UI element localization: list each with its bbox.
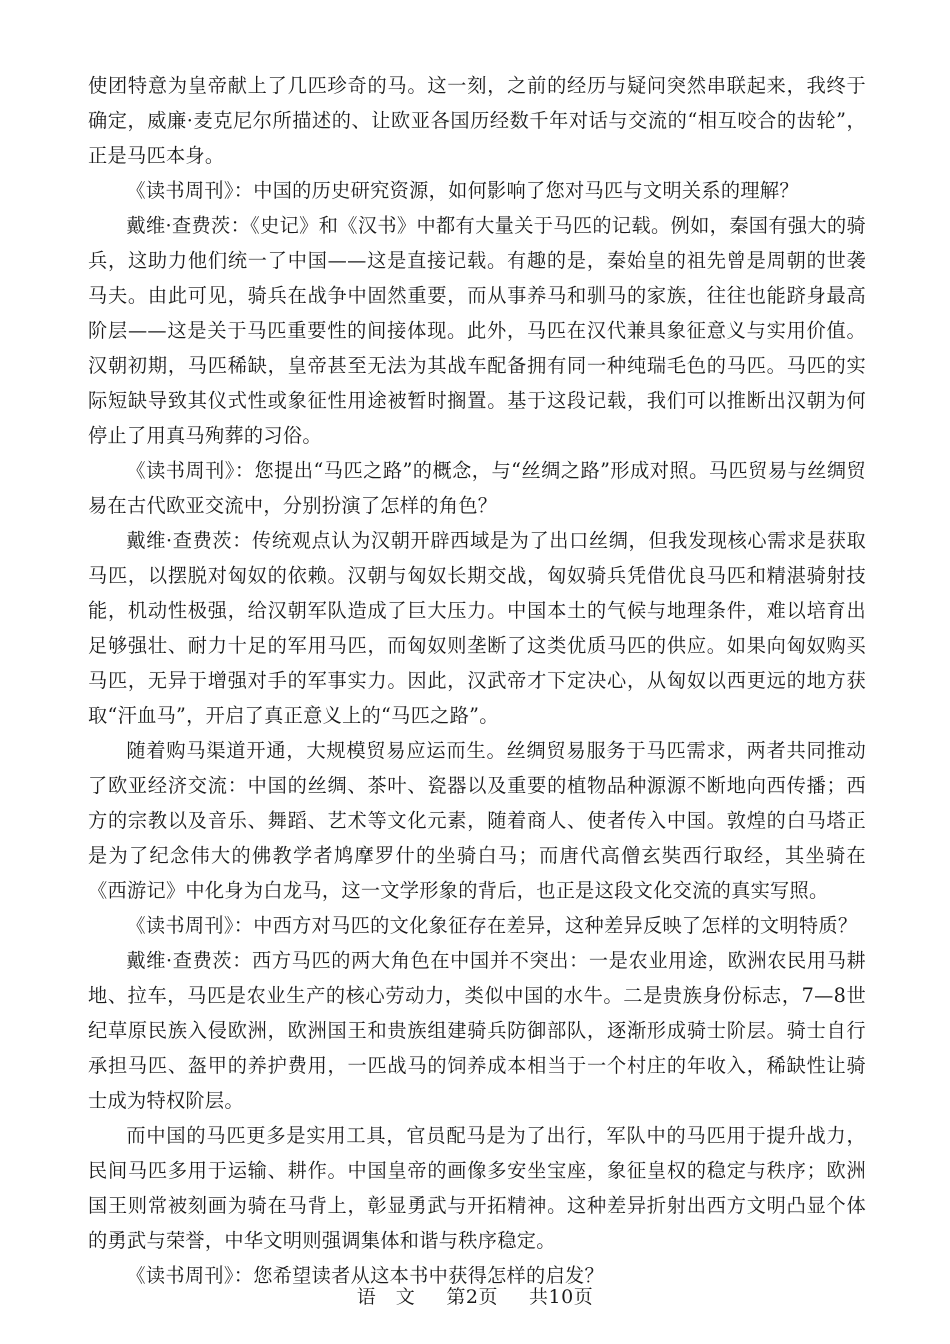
interview-question: 《读书周刊》：中西方对马匹的文化象征存在差异，这种差异反映了怎样的文明特质？ bbox=[126, 914, 858, 937]
interview-question: 《读书周刊》：您提出“马匹之路”的概念，与“丝绸之路”形成对照。马匹贸易与丝绸贸易在古代欧亚交流中，分别扮演了怎样的角色？ bbox=[88, 459, 866, 517]
interview-answer: 戴维·查费茨：西方马匹的两大角色在中国并不突出：一是农业用途，欧洲农民用马耕地、拉车，马匹是农业生产的核心劳动力，类似中国的水牛。二是贵族身份标志，7—8世纪草原民族入侵欧洲，欧洲国王和贵族组建骑兵防御部队，逐渐形成骑士阶层。骑士自行承担马匹、盔甲的养护费用，一匹战马的饲养成本相当于一个村庄的年收入，稀缺性让骑士成为特权阶层。 bbox=[88, 949, 866, 1112]
paragraph: 随着购马渠道开通，大规模贸易应运而生。丝绸贸易服务于马匹需求，两者共同推动了欧亚经济交流：中国的丝绸、茶叶、瓷器以及重要的植物品种源源不断地向西传播；西方的宗教以及音乐、舞蹈、艺术等文化元素，随着商人、使者传入中国。敦煌的白马塔正是为了纪念伟大的佛教学者鸠摩罗什的坐骑白马；而唐代高僧玄奘西行取经，其坐骑在《西游记》中化身为白龙马，这一文学形象的背后，也正是这段文化交流的真实写照。 bbox=[88, 739, 866, 902]
article-body bbox=[88, 68, 866, 1293]
footer-page-number: 第2页 bbox=[446, 1286, 498, 1308]
paragraph: 而中国的马匹更多是实用工具，官员配马是为了出行，军队中的马匹用于提升战力，民间马匹多用于运输、耕作。中国皇帝的画像多安坐宝座，象征皇权的稳定与秩序；欧洲国王则常被刻画为骑在马背上，彰显勇武与开拓精神。这种差异折射出西方文明凸显个体的勇武与荣誉，中华文明则强调集体和谐与秩序稳定。 bbox=[88, 1124, 866, 1252]
interview-question: 《读书周刊》：中国的历史研究资源，如何影响了您对马匹与文明关系的理解？ bbox=[126, 179, 799, 202]
paragraph: 使团特意为皇帝献上了几匹珍奇的马。这一刻，之前的经历与疑问突然串联起来，我终于确定，威廉·麦克尼尔所描述的、让欧亚各国历经数千年对话与交流的“相互咬合的齿轮”，正是马匹本身。 bbox=[88, 74, 866, 167]
footer-subject: 语 文 bbox=[356, 1286, 416, 1308]
footer-total-pages: 共10页 bbox=[529, 1286, 594, 1308]
interview-question: 《读书周刊》：您希望读者从这本书中获得怎样的启发？ bbox=[126, 1264, 604, 1287]
page-footer bbox=[0, 1282, 950, 1309]
interview-answer: 戴维·查费茨：传统观点认为汉朝开辟西域是为了出口丝绸，但我发现核心需求是获取马匹，以摆脱对匈奴的依赖。汉朝与匈奴长期交战，匈奴骑兵凭借优良马匹和精湛骑射技能，机动性极强，给汉朝军队造成了巨大压力。中国本土的气候与地理条件，难以培育出足够强壮、耐力十足的军用马匹，而匈奴则垄断了这类优质马匹的供应。如果向匈奴购买马匹，无异于增强对手的军事实力。因此，汉武帝才下定决心，从匈奴以西更远的地方获取“汗血马”，开启了真正意义上的“马匹之路”。 bbox=[88, 529, 866, 727]
interview-answer: 戴维·查费茨：《史记》和《汉书》中都有大量关于马匹的记载。例如，秦国有强大的骑兵，这助力他们统一了中国——这是直接记载。有趣的是，秦始皇的祖先曾是周朝的世袭马夫。由此可见，骑兵在战争中固然重要，而从事养马和驯马的家族，往往也能跻身最高阶层——这是关于马匹重要性的间接体现。此外，马匹在汉代兼具象征意义与实用价值。汉朝初期，马匹稀缺，皇帝甚至无法为其战车配备拥有同一种纯瑞毛色的马匹。马匹的实际短缺导致其仪式性或象征性用途被暂时搁置。基于这段记载，我们可以推断出汉朝为何停止了用真马殉葬的习俗。 bbox=[88, 214, 866, 447]
